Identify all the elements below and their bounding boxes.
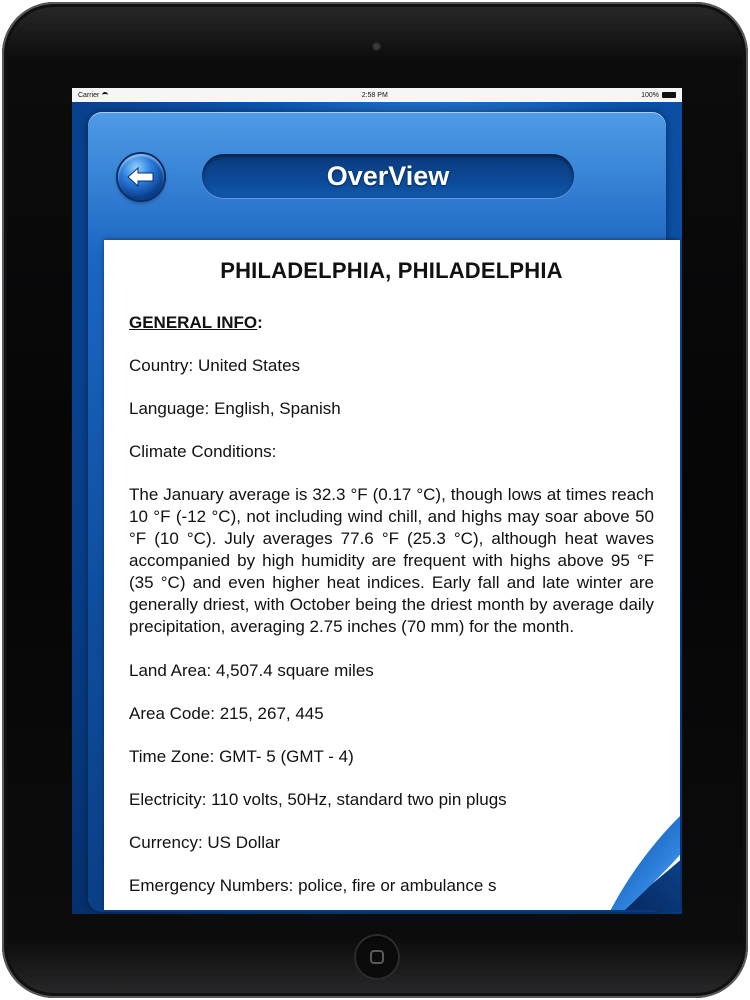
home-square-icon: [370, 950, 384, 964]
battery-percent: 100%: [641, 91, 659, 99]
screen: [72, 88, 682, 914]
country-line: Country: United States: [129, 356, 301, 375]
city-title: PHILADELPHIA, PHILADELPHIA: [220, 258, 563, 283]
currency-line: Currency: US Dollar: [129, 833, 281, 852]
tablet-frame: [2, 2, 748, 998]
content-panel: [88, 112, 666, 912]
page-content: [104, 240, 680, 896]
home-button[interactable]: [354, 934, 400, 980]
app-background: [72, 102, 682, 914]
status-left: [78, 92, 108, 99]
back-button[interactable]: [118, 154, 164, 200]
overview-page[interactable]: [104, 240, 680, 910]
section-heading-text: GENERAL INFO: [129, 313, 258, 332]
status-bar: [72, 88, 682, 102]
climate-label: Climate Conditions:: [129, 442, 277, 461]
battery-icon: [662, 92, 676, 98]
time-zone-line: Time Zone: GMT- 5 (GMT - 4): [129, 747, 354, 766]
climate-paragraph: The January average is 32.3 °F (0.17 °C), though lows at times reach 10 °F (-12 °C), not including wind chill, and highs may soar above 50 °F (10 °C). July averages 77.6 °F (25.3 °C), although heat waves accompanied by high humidity are frequent with highs above 95 °F (35 °C) and even higher heat indices. Early fall and late winter are generally driest, with October being the driest month by average daily precipitation, averaging 2.75 inches (70 mm) for the month.: [129, 485, 654, 636]
carrier-label: Carrier: [78, 91, 100, 99]
electricity-line: Electricity: 110 volts, 50Hz, standard two pin plugs: [129, 790, 507, 809]
section-heading-colon: :: [257, 313, 263, 332]
area-code-line: Area Code: 215, 267, 445: [129, 704, 324, 723]
land-area-line: Land Area: 4,507.4 square miles: [129, 661, 374, 680]
page-title-bar: [202, 154, 574, 198]
status-right: [641, 92, 676, 99]
language-line: Language: English, Spanish: [129, 399, 341, 418]
back-arrow-icon: [126, 166, 156, 188]
status-time: 2:58 PM: [361, 91, 388, 99]
section-heading: [129, 313, 654, 333]
emergency-line: Emergency Numbers: police, fire or ambulance s: [129, 876, 497, 895]
camera-icon: [372, 42, 381, 51]
page-title: OverView: [326, 160, 450, 191]
wifi-icon: [102, 92, 108, 98]
